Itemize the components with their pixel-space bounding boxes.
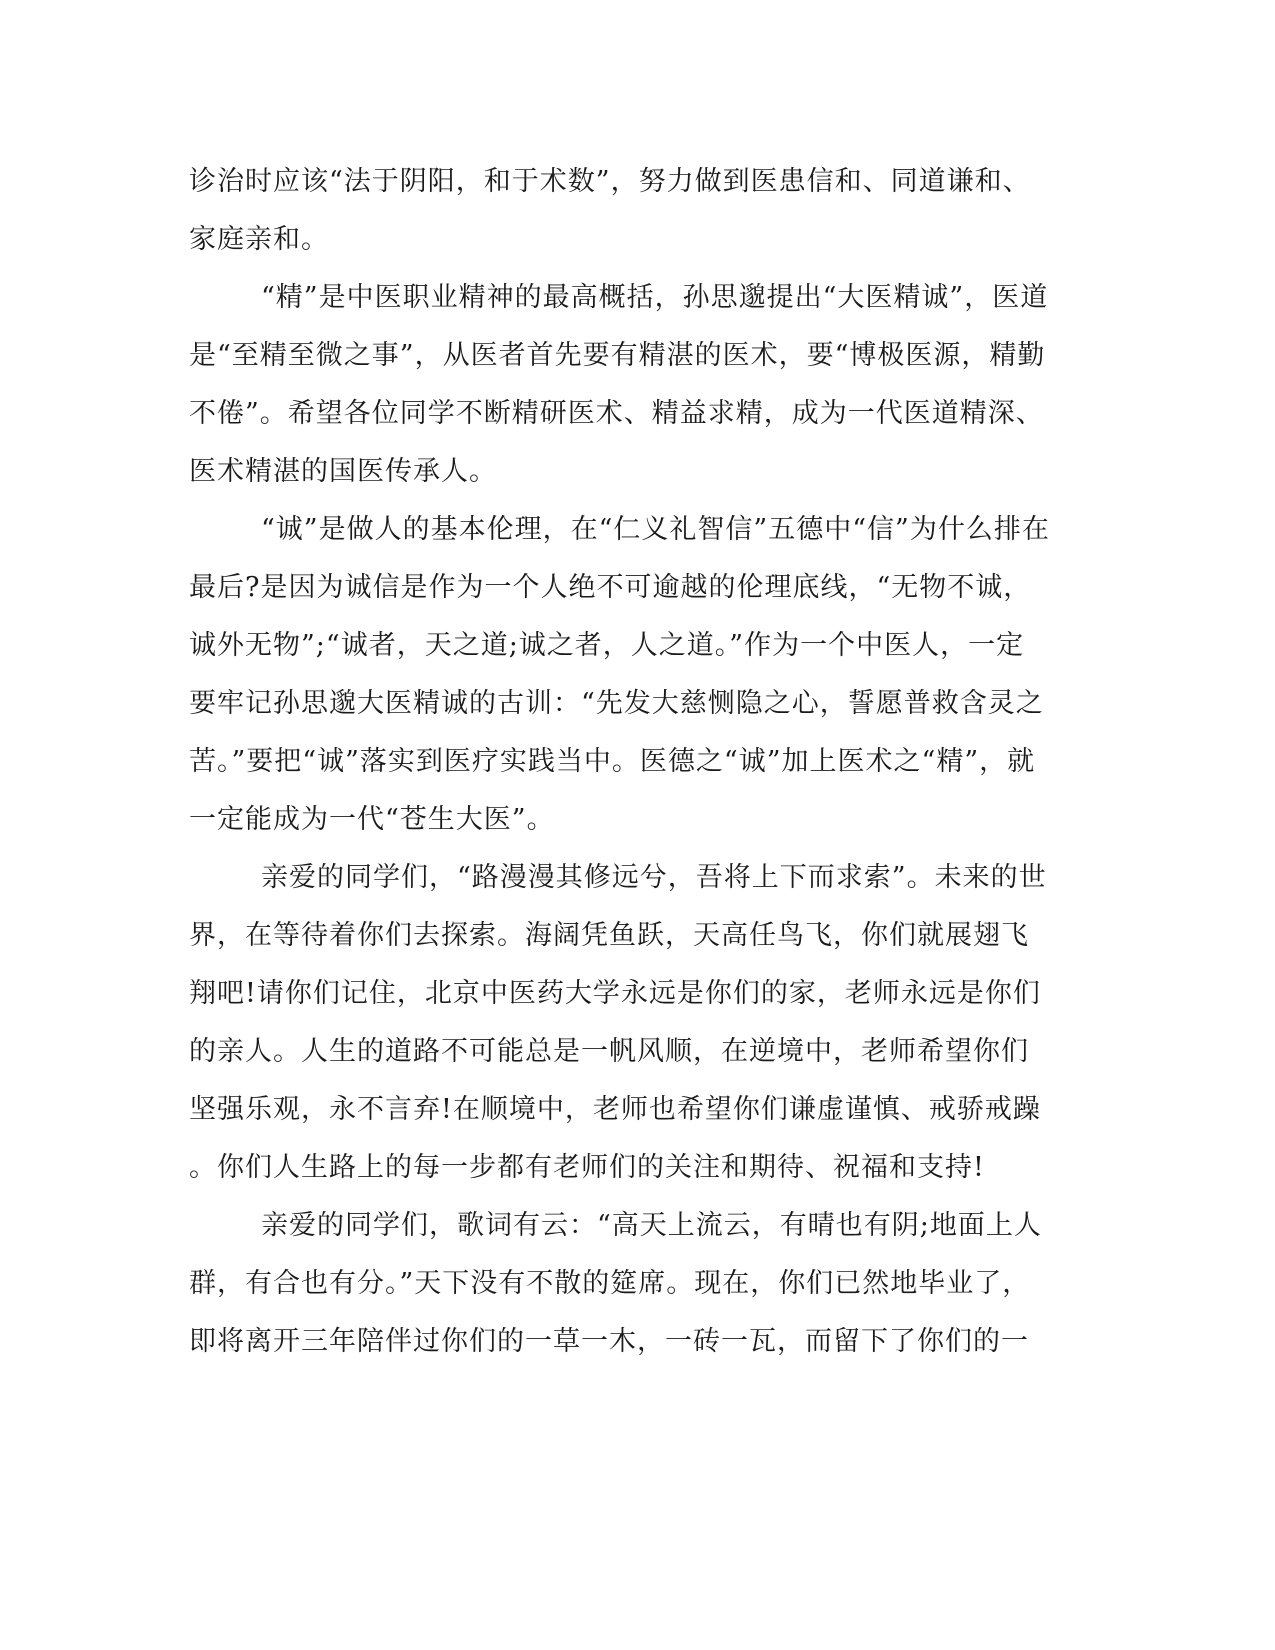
text-line: 群，有合也有分。”天下没有不散的筵席。现在，你们已然地毕业了， (189, 1268, 1031, 1299)
text-line: 界，在等待着你们去探索。海阔凭鱼跃，天高任鸟飞，你们就展翅飞 (189, 920, 1029, 951)
text-line: 诚外无物”;“诚者，天之道;诚之者，人之道。”作为一个中医人，一定 (189, 630, 1025, 661)
text-line: 最后?是因为诚信是作为一个人绝不可逾越的伦理底线，“无物不诚， (189, 572, 1032, 603)
text-line: 一定能成为一代“苍生大医”。 (189, 804, 555, 835)
text-line: 医术精湛的国医传承人。 (189, 456, 497, 487)
paragraph-first-line: 亲爱的同学们，“路漫漫其修远兮，吾将上下而求索”。未来的世 (261, 862, 1047, 893)
text-line: 要牢记孙思邈大医精诚的古训：“先发大慈恻隐之心，誓愿普救含灵之 (189, 688, 1044, 719)
text-line: 的亲人。人生的道路不可能总是一帆风顺，在逆境中，老师希望你们 (189, 1036, 1029, 1067)
text-line: 家庭亲和。 (189, 224, 329, 255)
text-line: 即将离开三年陪伴过你们的一草一木，一砖一瓦，而留下了你们的一 (189, 1326, 1029, 1357)
text-line: 是“至精至微之事”，从医者首先要有精湛的医术，要“博极医源，精勤 (189, 340, 1046, 371)
text-line: 翔吧!请你们记住，北京中医药大学永远是你们的家，老师永远是你们 (189, 978, 1041, 1009)
paragraph-first-line: “精”是中医职业精神的最高概括，孙思邈提出“大医精诚”，医道 (261, 282, 1049, 313)
text-line: 诊治时应该“法于阴阳，和于术数”，努力做到医患信和、同道谦和、 (189, 166, 1031, 197)
text-line: 苦。”要把“诚”落实到医疗实践当中。医德之“诚”加上医术之“精”，就 (189, 746, 1036, 777)
text-line: 坚强乐观，永不言弃!在顺境中，老师也希望你们谦虚谨慎、戒骄戒躁 (189, 1094, 1041, 1125)
text-line: 。你们人生路上的每一步都有老师们的关注和期待、祝福和支持! (189, 1152, 985, 1183)
paragraph-first-line: 亲爱的同学们，歌词有云：“高天上流云，有晴也有阴;地面上人 (261, 1210, 1042, 1241)
text-line: 不倦”。希望各位同学不断精研医术、精益求精，成为一代医道精深、 (189, 398, 1044, 429)
paragraph-first-line: “诚”是做人的基本伦理，在“仁义礼智信”五德中“信”为什么排在 (261, 514, 1050, 545)
